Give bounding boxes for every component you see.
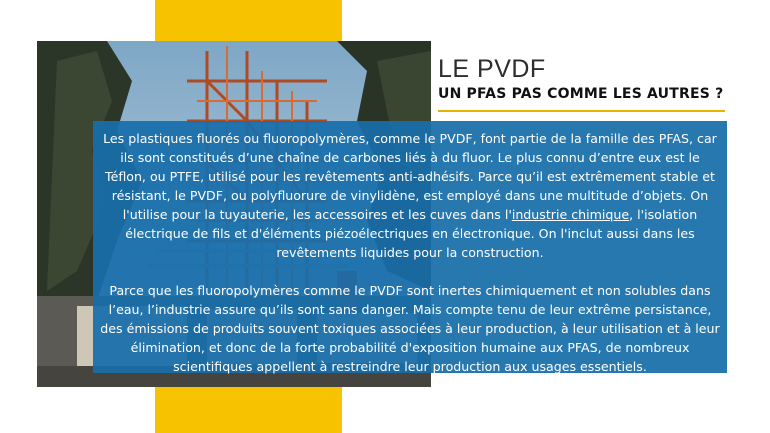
page-subtitle: UN PFAS PAS COMME LES AUTRES ? xyxy=(438,86,724,102)
paragraph-1 xyxy=(99,129,721,262)
article-text-box xyxy=(93,121,727,373)
paragraph-1-text-b: , l'isolation électrique de fils et d'éléments piézoélectriques en électronique. On l'inclut aussi dans les revêtements liquides pour la construction. xyxy=(125,207,698,260)
page-title: LE PVDF xyxy=(438,55,546,83)
industrie-chimique-link[interactable]: industrie chimique xyxy=(511,207,630,222)
title-underline xyxy=(438,110,725,112)
paragraph-1-text-a: Les plastiques fluorés ou fluoropolymères, comme le PVDF, font partie de la famille des PFAS, car ils sont constitués d’une chaîne de carbones liés à du fluor. Le plus connu d’entre eux est le Téflon, ou PTFE, utilisé pour les revêtements anti-adhésifs. Parce qu’il est extrêmement stable et résistant, le PVDF, ou polyfluorure de vinylidène, est employé dans une multitude d’objets. On l'utilise pour la tuyauterie, les accessoires et les cuves dans l' xyxy=(103,131,717,222)
paragraph-2: Parce que les fluoropolymères comme le PVDF sont inertes chimiquement et non solubles dans l’eau, l’industrie assure qu’ils sont sans danger. Mais compte tenu de leur extrême persistance, des émissions de produits souvent toxiques associées à leur production, à leur utilisation et à leur élimination, et donc de la forte probabilité d'exposition humaine aux PFAS, de nombreux scientifiques appellent à restreindre leur production aux usages essentiels. xyxy=(100,283,720,374)
